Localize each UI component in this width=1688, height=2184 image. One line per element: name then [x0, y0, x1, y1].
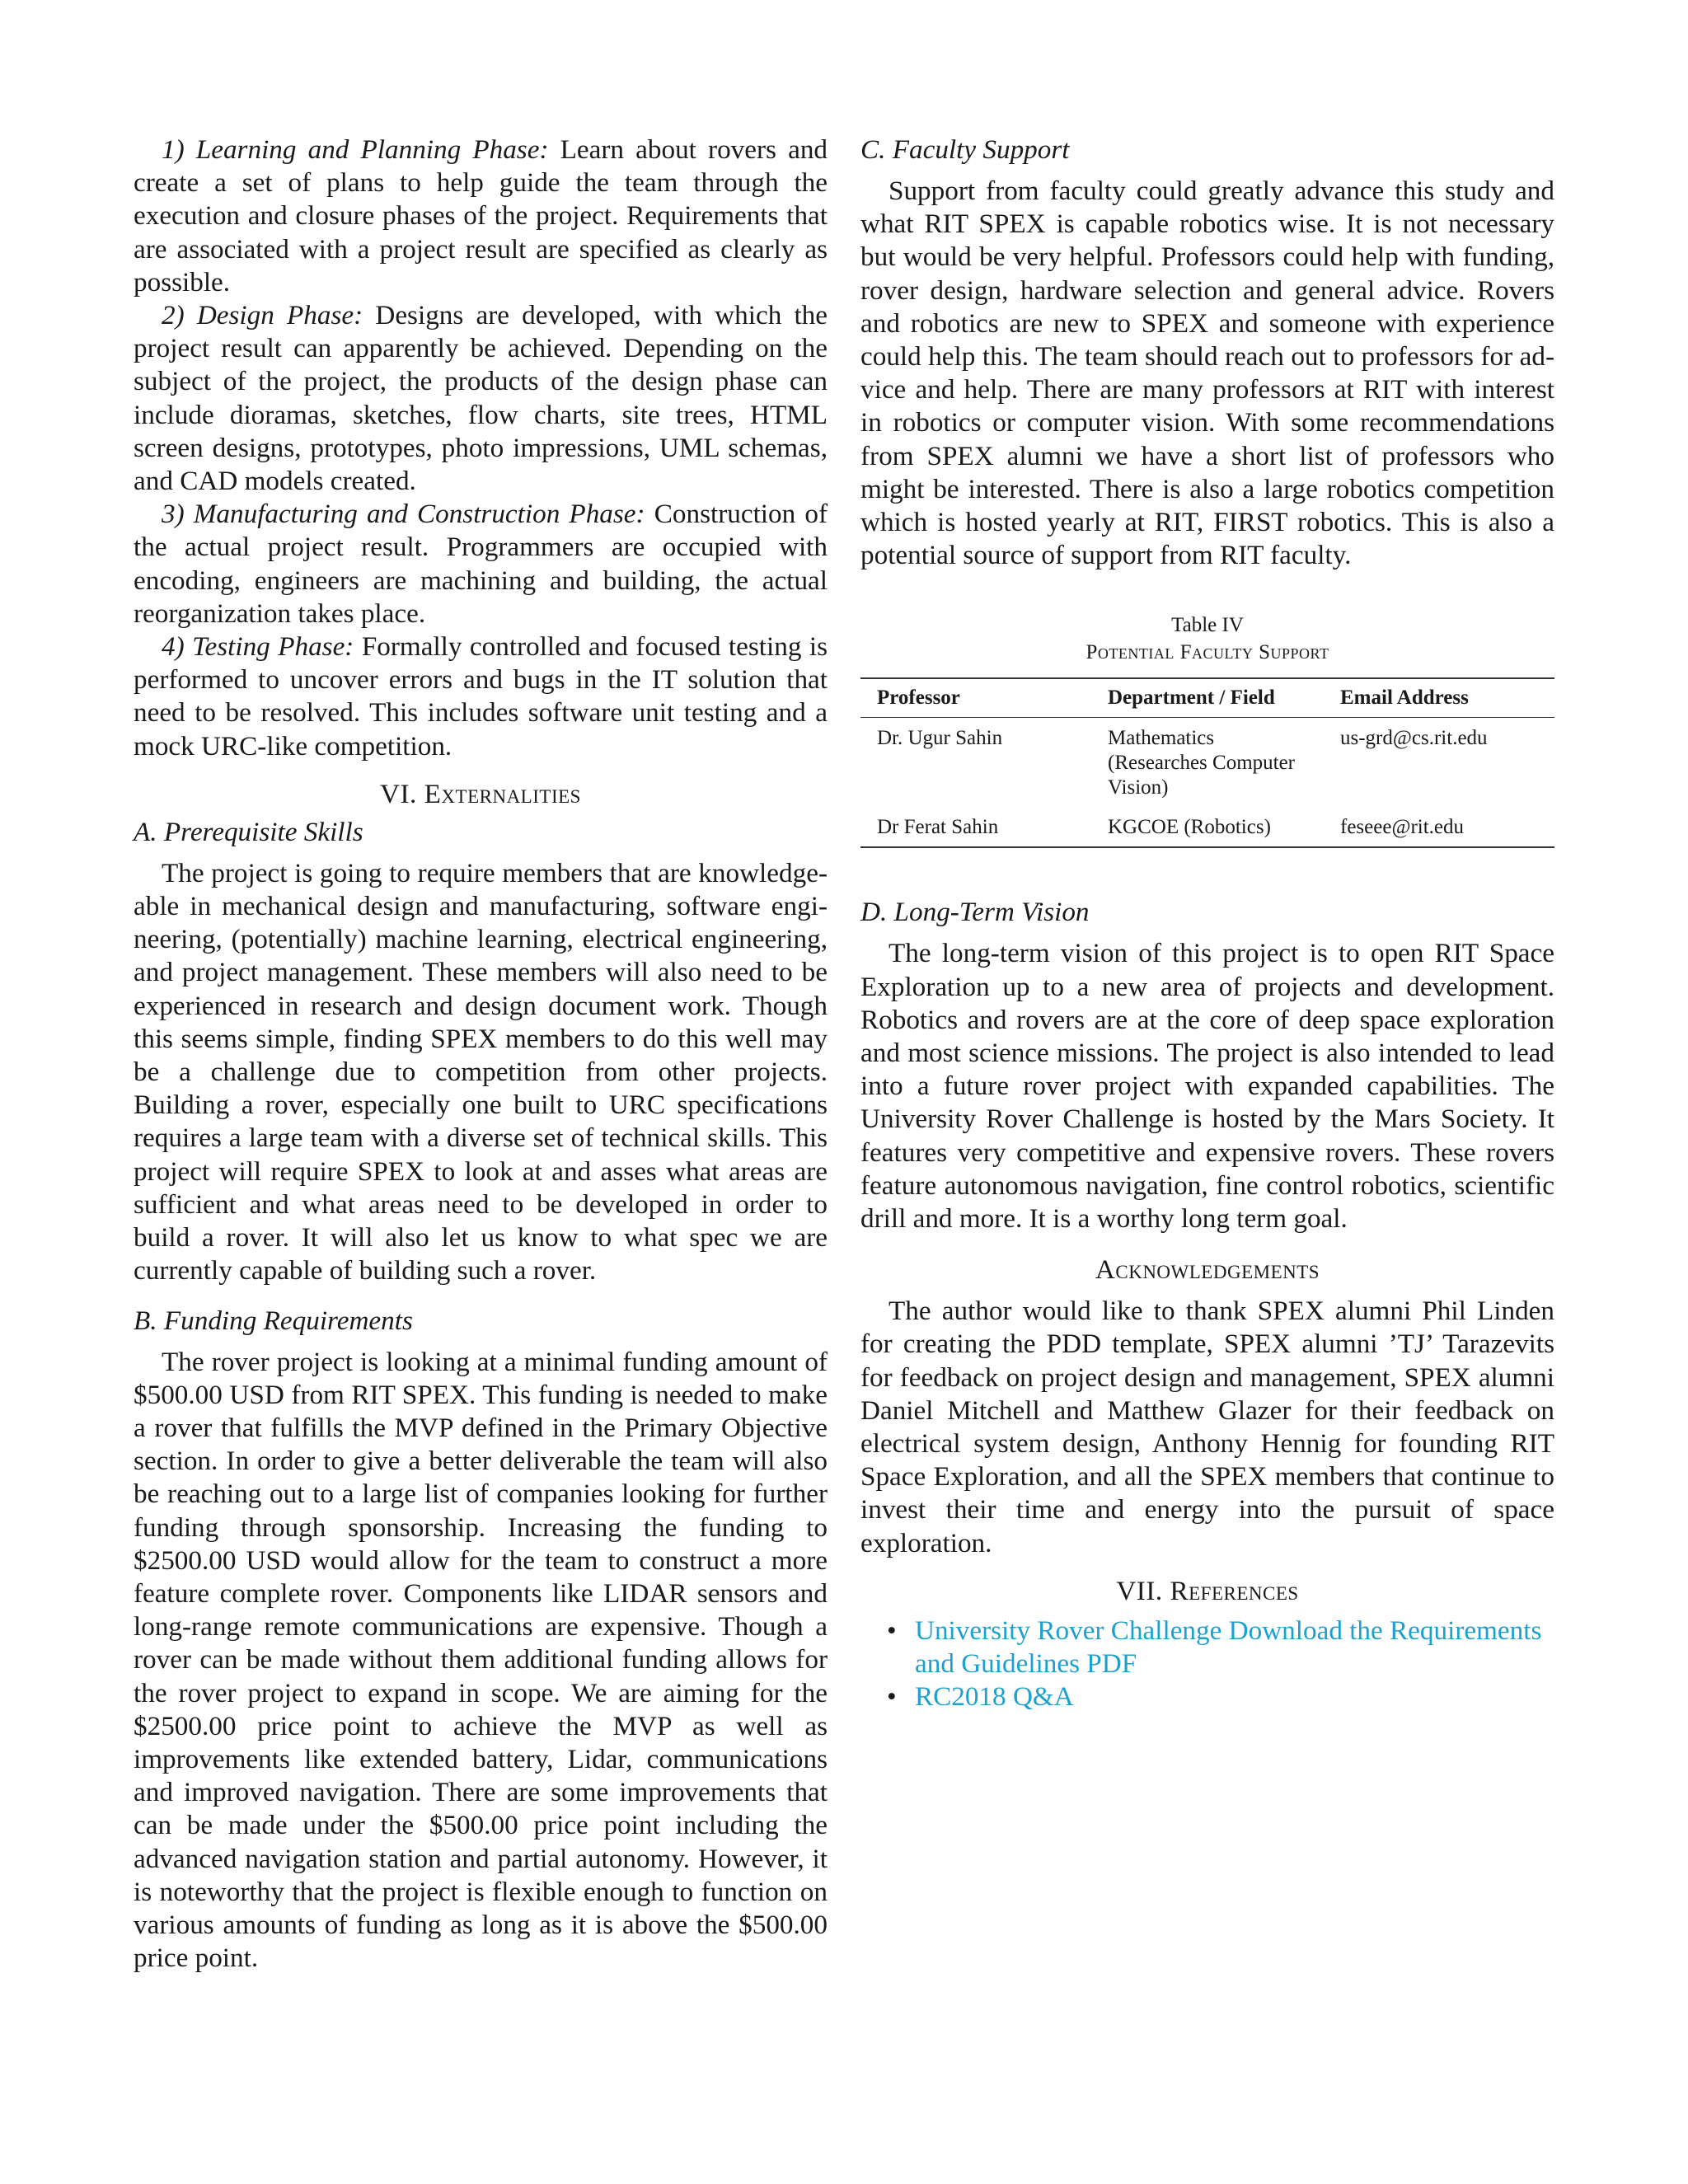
- table-cell: Dr Ferat Sahin: [860, 807, 1091, 847]
- phase1-title: 1) Learning and Planning Phase:: [162, 134, 549, 165]
- references-list: [860, 1615, 1554, 1713]
- prerequisite-skills-paragraph: The project is going to require members that are knowledgeable in mechanical design and manufacturing, software engineering, (potentially) machine learning, electrical engineering, and project management. These members will also need to be experienced in research and design document work. Though this seems simple, finding SPEX members to do this well may be a challenge due to competition from other projects. Building a rover, especially one built to URC specifications requires a large team with a diverse set of technical skills. This project will require SPEX to look at and asses what areas are sufficient and what areas need to be developed in order to build a rover. It will also let us know to what spec we are currently capable of building such a rover.: [134, 857, 828, 1286]
- subsection-prerequisite-skills-heading: A. Prerequisite Skills: [134, 816, 363, 847]
- subsection-funding-heading: B. Funding Requirements: [134, 1305, 413, 1336]
- table-caption: [860, 612, 1554, 666]
- phase3-paragraph: [134, 498, 828, 630]
- table-header-cell: Professor: [860, 678, 1091, 718]
- phase4-title: 4) Testing Phase:: [162, 631, 354, 663]
- table-cell: us-grd@cs.rit.edu: [1340, 727, 1488, 750]
- phase3-text: Construction of the actual project result. Programmers are occupied with encoding, engineers are machining and building, the actual reorganization takes place.: [134, 499, 828, 629]
- acknowledgements-heading: Acknowledgements: [1095, 1254, 1320, 1286]
- bullet-icon: •: [887, 1615, 897, 1646]
- phase2-paragraph: [134, 299, 828, 498]
- table-cell: KGCOE (Robotics): [1091, 807, 1324, 847]
- phase2-text: Designs are developed, with which the project result can apparently be achieved. Depending on the subject of the project, the products of the design phase can include dioramas, sketches, flow charts, site trees, HTML screen designs, prototypes, photo impressions, UML schemas, and CAD models created.: [134, 300, 828, 497]
- table-cell: Dr. Ugur Sahin: [877, 727, 1003, 750]
- funding-paragraph: The rover project is looking at a minimal funding amount of $500.00 USD from RIT SPEX. This funding is needed to make a rover that fulfills the MVP defined in the Primary Objective section. In order to give a better deliverable the team will also be reaching out to a large list of companies looking for further funding through sponsorship. Increasing the funding to $2500.00 USD would allow for the team to construct a more feature complete rover. Components like LIDAR sensors and long-range remote communications are expensive. Though a rover can be made without them additional funding allows for the rover project to expand in scope. We are aiming for the $2500.00 price point to achieve the MVP as well as improvements like extended battery, Lidar, communications and improved navigation. There are some improvements that can be made under the $500.00 price point including the advanced navigation station and partial autonomy. However, it is noteworthy that the project is flexible enough to function on various amounts of funding as long as it is above the $500.00 price point.: [134, 1346, 828, 1974]
- right-column: [860, 134, 1554, 1713]
- phase4-paragraph: [134, 630, 828, 763]
- table-row: [860, 807, 1554, 847]
- table-row: [860, 718, 1554, 808]
- faculty-support-paragraph: Support from faculty could greatly advance this study and what RIT SPEX is capable robotics wise. It is not necessary but would be very helpful. Professors could help with funding, rover design, hardware selection and general advice. Rovers and robotics are new to SPEX and someone with experience could help this. The team should reach out to professors for advice and help. There are many professors at RIT with interest in robotics or computer vision. With some recommendations from SPEX alumni we have a short list of professors who might be interested. There is also a large robotics competition which is hosted yearly at RIT, FIRST robotics. This is also a potential source of support from RIT faculty.: [860, 176, 1554, 571]
- subsection-long-term-vision-heading: D. Long-Term Vision: [860, 897, 1090, 928]
- table-cell: feseee@rit.edu: [1324, 807, 1554, 847]
- subsection-faculty-support-heading: C. Faculty Support: [860, 134, 1070, 165]
- bullet-icon: •: [887, 1680, 897, 1712]
- table-header-cell: Department / Field: [1091, 678, 1324, 718]
- phase3-title: 3) Manufacturing and Construction Phase:: [162, 499, 645, 530]
- phase1-paragraph: [134, 134, 828, 299]
- table-title: Potential Faculty Support: [1085, 641, 1329, 664]
- list-item: [860, 1680, 1554, 1713]
- phase2-title: 2) Design Phase:: [162, 300, 363, 331]
- table-number: Table IV: [1171, 614, 1244, 637]
- left-column: [134, 134, 828, 1975]
- long-term-vision-paragraph: The long-term vision of this project is to open RIT Space Exploration up to a new area of projects and development. Robotics and rovers are at the core of deep space exploration and most science missions. The project is also intended to lead into a future rover project with expanded capabilities. The University Rover Challenge is hosted by the Mars Society. It features very competitive and expensive rovers. These rovers feature autonomous navigation, fine control robotics, scientific drill and more. It is a worthy long term goal.: [860, 938, 1554, 1235]
- table-cell: Mathematics (Researches Computer Vision): [1108, 727, 1296, 799]
- acknowledgements-paragraph: The author would like to thank SPEX alumni Phil Linden for creating the PDD template, SPEX alumni ’TJ’ Tarazevits for feedback on project design and management, SPEX alumni Daniel Mitchell and Matthew Glazer for their feedback on electrical system design, Anthony Hennig for founding RIT Space Exploration, and all the SPEX members that continue to invest their time and energy into the pursuit of space exploration.: [860, 1296, 1554, 1558]
- phase1-text: Learn about rovers and create a set of plans to help guide the team through the execution and closure phases of the project. Requirements that are associated with a project result are specified as clearly as possible.: [134, 134, 828, 298]
- references-heading: VII. References: [1116, 1575, 1299, 1606]
- faculty-table: [860, 677, 1554, 848]
- table-header-row: [860, 678, 1554, 718]
- section-externalities-heading: VI. Externalities: [380, 778, 581, 809]
- reference-link-rc2018-qa[interactable]: RC2018 Q&A: [915, 1680, 1074, 1712]
- table-header-cell: Email Address: [1324, 678, 1554, 718]
- reference-link-urc-requirements[interactable]: University Rover Challenge Download the Requirements and Guidelines PDF: [915, 1615, 1542, 1679]
- list-item: [860, 1615, 1554, 1680]
- phase4-text: Formally controlled and focused testing is performed to uncover errors and bugs in the IT solution that need to be resolved. This includes software unit testing and a mock URC-like competition.: [134, 631, 828, 762]
